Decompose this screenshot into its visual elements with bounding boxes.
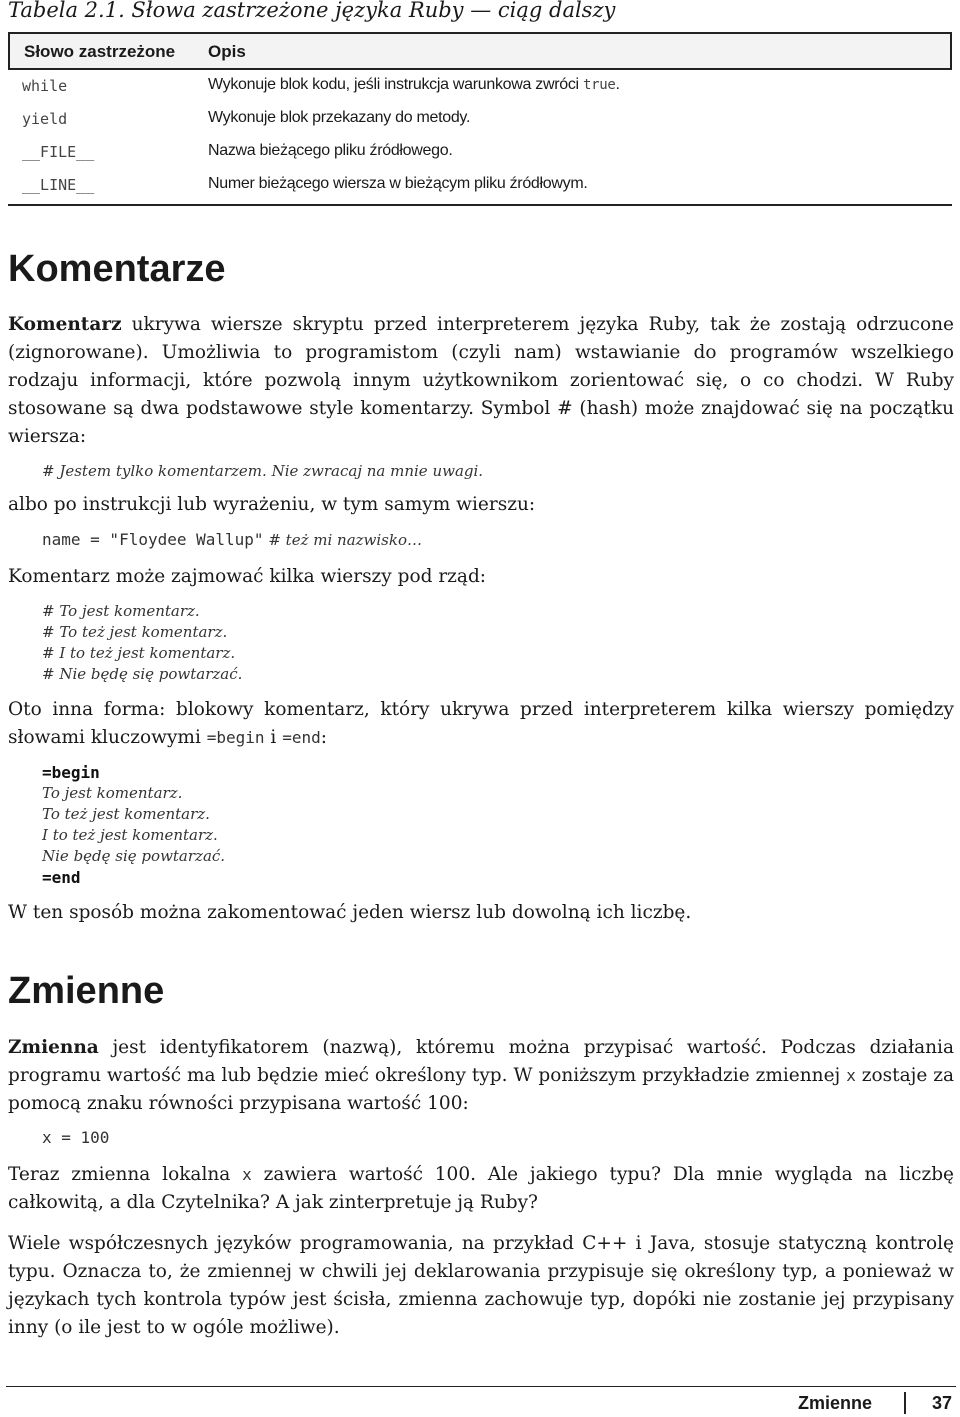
multiline-comment-example — [42, 601, 242, 685]
column-header-description: Opis — [208, 42, 246, 61]
table-row — [8, 136, 952, 169]
block-end-line: =end — [42, 868, 81, 887]
example-2-code: name = "Floydee Wallup" — [42, 530, 264, 549]
description-text: Wykonuje blok kodu, jeśli instrukcja warunkowa zwróci — [208, 76, 583, 93]
code-line: To jest komentarz. — [42, 784, 183, 802]
table-row — [8, 169, 952, 202]
description-cell: Wykonuje blok przekazany do metody. — [208, 109, 471, 126]
p1-text-b: zostaje za pomocą znaku równości przypisana wartość 100: — [8, 1065, 954, 1114]
keyword-cell: __FILE__ — [22, 143, 95, 161]
page-footer — [798, 1392, 952, 1414]
zmienne-paragraph-3: Wiele współczesnych języków programowania, na przykład C++ i Java, stosuje statyczną kontrolę typu. Oznacza to, że zmiennej w chwili jej deklarowania przypisuje się określony typ, a ponieważ w językach tych kontrola typów jest ścisła, zmienna zachowuje typ, dopóki nie zostanie jej przypisany inny (o ile jest to w ogóle możliwe). — [8, 1233, 954, 1338]
komentarze-after2: Komentarz może zajmować kilka wierszy pod rząd: — [8, 566, 487, 587]
table-caption: Tabela 2.1. Słowa zastrzeżone języka Ruby — ciąg dalszy — [8, 0, 616, 22]
footer-separator — [904, 1392, 906, 1414]
keyword-cell: yield — [22, 110, 68, 128]
comment-example-2 — [42, 529, 422, 551]
code-line: I to też jest komentarz. — [42, 826, 218, 844]
code-line: # To jest komentarz. — [42, 602, 200, 620]
zmienne-paragraph-1 — [8, 1034, 954, 1118]
term-komentarz: Komentarz — [8, 314, 122, 335]
comment-example-1: # Jestem tylko komentarzem. Nie zwracaj na mnie uwagi. — [42, 462, 484, 480]
description-end: . — [615, 76, 620, 93]
keyword-cell: while — [22, 77, 68, 95]
komentarze-closing: W ten sposób można zakomentować jeden wiersz lub dowolną ich liczbę. — [8, 902, 692, 923]
block-comment-intro — [8, 696, 954, 752]
begin-keyword: =begin — [206, 728, 265, 747]
table-bottom-rule — [8, 204, 952, 206]
section-heading-komentarze: Komentarze — [8, 248, 226, 290]
description-cell: Nazwa bieżącego pliku źródłowego. — [208, 142, 453, 159]
table-header — [8, 32, 952, 70]
komentarze-intro — [8, 311, 954, 451]
var-x: x — [242, 1165, 252, 1184]
reserved-words-table — [8, 32, 952, 206]
footer-section-title: Zmienne — [797, 1392, 872, 1413]
keyword-cell: __LINE__ — [22, 176, 95, 194]
var-x: x — [846, 1066, 856, 1085]
term-zmienna: Zmienna — [8, 1037, 99, 1058]
footer-rule — [6, 1386, 956, 1387]
section-heading-zmienne: Zmienne — [8, 970, 165, 1012]
komentarze-intro-text: ukrywa wiersze skryptu przed interpreterem języka Ruby, tak że zostają odrzucone (zignorowane). Umożliwia to programistom (czyli nam) wstawianie do programów wszelkiego rodzaju informacji, które pozwolą innym użytkownikom zorientować się, o co chodzi. W Ruby stosowane są dwa podstawowe style komentarzy. Symbol # (hash) może znajdować się na początku wiersza: — [8, 314, 954, 447]
block-and-text: i — [264, 727, 283, 748]
zmienne-paragraph-2 — [8, 1161, 954, 1217]
block-colon: : — [320, 727, 327, 748]
p1-text-a: jest identyfikatorem (nazwą), któremu można przypisać wartość. Podczas działania programu wartość ma lub będzie mieć określony typ. W poniższym przykładzie zmiennej — [8, 1037, 954, 1086]
code-line: To też jest komentarz. — [42, 805, 210, 823]
table-row — [8, 70, 952, 103]
description-cell — [208, 76, 620, 94]
table-row — [8, 103, 952, 136]
end-keyword: =end — [282, 728, 321, 747]
description-code: true — [582, 77, 616, 93]
p2-text-b: zawiera wartość 100. Ale jakiego typu? Dla mnie wygląda na liczbę całkowitą, a dla Czytelnika? A jak zinterpretuje ją Ruby? — [8, 1164, 954, 1213]
column-header-keyword: Słowo zastrzeżone — [24, 42, 176, 61]
assignment-code: x = 100 — [42, 1128, 110, 1147]
page-number: 37 — [931, 1392, 952, 1413]
code-line: # Nie będę się powtarzać. — [42, 665, 243, 683]
description-cell: Numer bieżącego wiersza w bieżącym pliku źródłowym. — [208, 175, 588, 192]
code-line: # To też jest komentarz. — [42, 623, 228, 641]
example-2-comment: # też mi nazwisko… — [263, 531, 422, 549]
block-intro-text: Oto inna forma: blokowy komentarz, który ukrywa przed interpreterem kilka wierszy pomiędzy słowami kluczowymi — [8, 699, 954, 748]
block-begin-line: =begin — [42, 763, 100, 782]
code-line: # I to też jest komentarz. — [42, 644, 236, 662]
p2-text-a: Teraz zmienna lokalna — [8, 1164, 243, 1185]
code-line: Nie będę się powtarzać. — [42, 847, 226, 865]
block-comment-example — [42, 762, 225, 888]
komentarze-after1: albo po instrukcji lub wyrażeniu, w tym samym wierszu: — [8, 494, 536, 515]
